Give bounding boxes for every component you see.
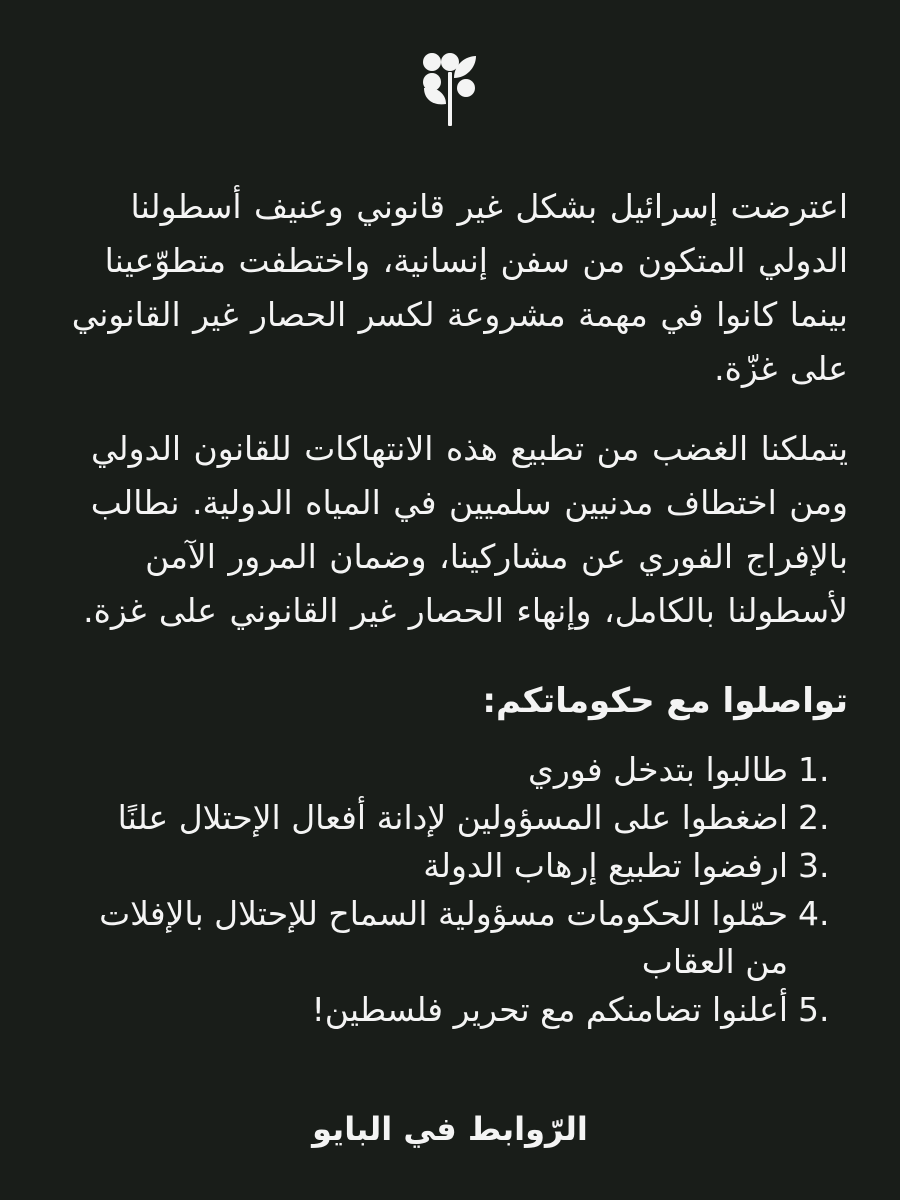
paragraph-intro: اعترضت إسرائيل بشكل غير قانوني وعنيف أسطولنا الدولي المتكون من سفن إنسانية، واختطفت متطوّعينا بينما كانوا في مهمة مشروعة لكسر الحصار غير القانوني على غزّة. [71,187,848,388]
links-in-bio-footer: الرّوابط في البايو [312,1110,588,1148]
list-number: 5. [798,990,830,1029]
list-number: 2. [798,798,830,837]
list-item [48,794,830,842]
list-item-text: طالبوا بتدخل فوري [528,750,788,789]
list-number: 3. [798,846,830,885]
list-item-text: أعلنوا تضامنكم مع تحرير فلسطين! [311,990,788,1029]
paragraph-demands: يتملكنا الغضب من تطبيع هذه الانتهاكات للقانون الدولي ومن اختطاف مدنيين سلميين في المياه الدولية. نطالب بالإفراج الفوري عن مشاركينا، وضمان المرور الآمن لأسطولنا بالكامل، وإنهاء الحصار غير القانوني على غزة. [83,429,848,630]
list-number: 1. [798,750,830,789]
list-item [48,746,830,794]
list-item [48,890,830,986]
action-list [48,746,848,1034]
list-number: 4. [798,894,830,933]
list-item-text: حمّلوا الحكومات مسؤولية السماح للإحتلال بالإفلات من العقاب [99,894,788,981]
plant-sprout-icon [422,52,478,126]
list-item-text: اضغطوا على المسؤولين لإدانة أفعال الإحتلال علنًا [117,798,788,837]
statement-body [48,180,848,1034]
call-to-action-heading: تواصلوا مع حكوماتكم: [482,681,848,721]
list-item [48,842,830,890]
list-item-text: ارفضوا تطبيع إرهاب الدولة [423,846,788,885]
list-item [48,986,830,1034]
